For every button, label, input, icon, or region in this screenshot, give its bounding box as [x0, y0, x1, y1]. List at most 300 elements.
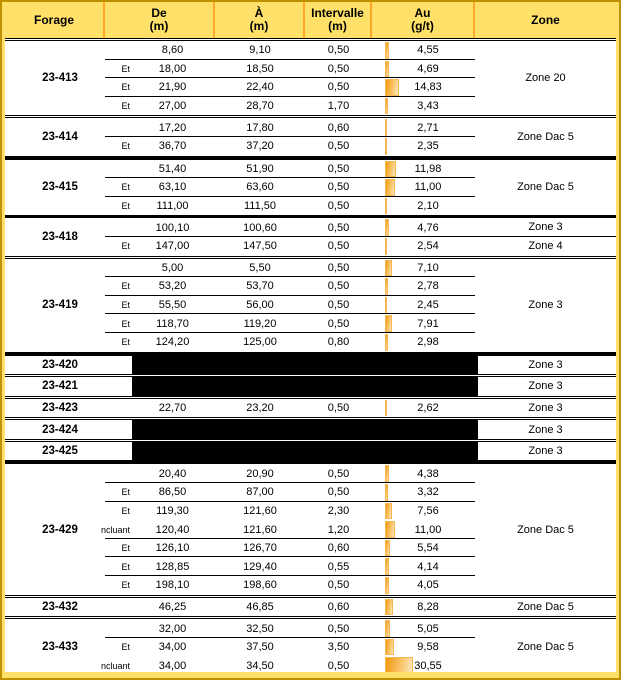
de-value: 51,40	[158, 162, 187, 175]
drill-group	[5, 156, 616, 216]
au-bar	[385, 540, 390, 557]
zone-label: Zone 3	[528, 299, 563, 312]
au-cell	[372, 118, 475, 137]
a-value: 18,50	[246, 62, 274, 75]
a-value: 23,20	[246, 401, 274, 414]
de-value: 118,70	[156, 317, 189, 330]
intervalle-value: 1,70	[327, 100, 350, 113]
intervals-column	[105, 442, 475, 461]
interval-row	[105, 638, 475, 657]
au-value: 4,38	[417, 467, 439, 480]
intervalle-value: 0,50	[327, 579, 350, 592]
redacted-bar	[132, 420, 478, 439]
interval-row	[105, 598, 475, 617]
au-bar	[385, 577, 389, 594]
drill-group	[5, 616, 616, 672]
zone-label: Zone Dac 5	[517, 181, 574, 194]
au-cell	[372, 277, 475, 296]
au-value: 7,10	[417, 261, 439, 274]
intervalle-value: 0,80	[327, 336, 350, 349]
interval-row	[105, 333, 475, 352]
intervalle-value: 0,50	[327, 221, 350, 234]
qualifier-label: Et	[121, 642, 130, 653]
zone-column	[475, 356, 616, 375]
intervals-column	[105, 399, 475, 418]
interval-row	[105, 197, 475, 216]
interval-row	[105, 464, 475, 483]
au-value: 5,54	[417, 542, 439, 555]
a-value: 147,50	[243, 240, 277, 253]
au-cell	[372, 656, 475, 672]
au-bar	[385, 400, 387, 417]
drill-group	[5, 374, 616, 396]
interval-row	[105, 78, 475, 97]
au-cell	[372, 333, 475, 352]
au-bar	[385, 558, 389, 575]
au-cell	[372, 502, 475, 521]
de-value: 46,25	[158, 600, 187, 613]
zone-label: Zone Dac 5	[517, 130, 574, 143]
intervalle-value: 0,50	[327, 44, 350, 57]
header-intervalle-label: Intervalle	[311, 6, 364, 20]
interval-row	[105, 277, 475, 296]
a-value: 121,60	[243, 504, 277, 517]
intervalle-value: 0,50	[327, 261, 350, 274]
a-value: 56,00	[246, 299, 274, 312]
de-value: 147,00	[155, 240, 190, 253]
qualifier-label: Et	[121, 318, 130, 329]
intervals-column	[105, 118, 475, 155]
zone-column	[475, 598, 616, 617]
a-value: 198,60	[243, 579, 277, 592]
zone-label: Zone 4	[528, 240, 563, 253]
interval-row	[105, 576, 475, 595]
qualifier-label: Et	[121, 300, 130, 311]
header-intervalle	[305, 2, 372, 38]
drill-group	[5, 41, 616, 115]
au-bar	[385, 161, 396, 178]
header-forage-label: Forage	[33, 12, 74, 27]
au-value: 2,45	[417, 299, 439, 312]
au-cell	[372, 41, 475, 60]
qualifier-label: ncluant	[100, 660, 130, 671]
a-value: 53,70	[246, 280, 274, 293]
qualifier-label: Et	[121, 337, 130, 348]
au-value: 7,91	[417, 317, 439, 330]
intervals-column	[105, 41, 475, 115]
intervals-column	[105, 160, 475, 216]
zone-column	[475, 420, 616, 439]
au-value: 2,54	[417, 240, 439, 253]
de-value: 32,00	[158, 622, 187, 635]
zone-label: Zone Dac 5	[517, 641, 574, 654]
intervals-column	[105, 420, 475, 439]
au-bar	[385, 599, 393, 616]
header-a	[215, 2, 305, 38]
drill-group	[5, 417, 616, 439]
au-bar	[385, 119, 387, 136]
a-value: 34,50	[246, 659, 274, 672]
a-value: 32,50	[246, 622, 274, 635]
au-value: 2,35	[417, 140, 439, 153]
au-bar	[385, 179, 395, 196]
au-value: 3,32	[417, 486, 439, 499]
qualifier-label: Et	[121, 561, 130, 572]
qualifier-label: Et	[121, 543, 130, 554]
zone-label: Zone Dac 5	[517, 600, 574, 613]
au-bar	[385, 521, 395, 538]
au-value: 2,78	[417, 280, 439, 293]
redacted-row	[105, 420, 475, 439]
de-value: 100,10	[155, 221, 190, 234]
intervalle-value: 0,50	[327, 240, 350, 253]
intervals-column	[105, 218, 475, 255]
interval-row	[105, 97, 475, 116]
au-cell	[372, 598, 475, 617]
qualifier-label: Et	[121, 141, 130, 152]
au-bar	[385, 657, 413, 672]
interval-row	[105, 502, 475, 521]
intervalle-value: 0,55	[327, 560, 350, 573]
au-bar	[385, 639, 394, 656]
au-bar	[385, 334, 388, 351]
au-bar	[385, 465, 389, 482]
redacted-bar	[132, 377, 478, 396]
au-value: 7,56	[417, 504, 439, 517]
forage-id: 23-425	[42, 445, 78, 458]
de-value: 20,40	[158, 467, 187, 480]
drill-group	[5, 256, 616, 352]
redacted-bar	[132, 356, 478, 375]
au-bar	[385, 503, 392, 520]
forage-id: 23-414	[42, 130, 78, 143]
au-value: 30,55	[414, 659, 442, 672]
a-value: 87,00	[246, 486, 274, 499]
interval-row	[105, 237, 475, 256]
forage-id: 23-419	[42, 299, 78, 312]
a-value: 20,90	[246, 467, 274, 480]
header-zone-label: Zone	[531, 12, 560, 27]
interval-row	[105, 41, 475, 60]
de-value: 17,20	[158, 121, 187, 134]
au-value: 5,05	[417, 622, 439, 635]
qualifier-label: Et	[121, 281, 130, 292]
au-cell	[372, 483, 475, 502]
interval-row	[105, 259, 475, 278]
intervalle-value: 0,50	[327, 81, 350, 94]
drill-group	[5, 439, 616, 461]
forage-id: 23-413	[42, 72, 78, 85]
de-value: 124,20	[155, 336, 190, 349]
au-value: 3,43	[417, 100, 439, 113]
au-cell	[372, 237, 475, 256]
forage-id: 23-432	[42, 600, 78, 613]
au-bar	[385, 315, 392, 332]
a-value: 129,40	[243, 560, 277, 573]
header-de-unit: (m)	[149, 19, 169, 33]
au-cell	[372, 638, 475, 657]
a-value: 111,50	[243, 200, 276, 213]
intervalle-value: 0,50	[327, 299, 350, 312]
header-a-unit: (m)	[249, 19, 269, 33]
zone-column	[475, 377, 616, 396]
intervals-column	[105, 356, 475, 375]
au-value: 9,58	[417, 641, 439, 654]
de-value: 21,90	[158, 81, 187, 94]
header-a-label: À	[254, 6, 264, 20]
zone-column	[475, 619, 616, 672]
forage-id: 23-418	[42, 230, 78, 243]
a-value: 17,80	[246, 121, 274, 134]
forage-id: 23-421	[42, 380, 78, 393]
zone-column	[475, 442, 616, 461]
au-cell	[372, 137, 475, 156]
au-value: 11,00	[414, 523, 442, 536]
zone-column	[475, 118, 616, 155]
intervalle-value: 0,60	[327, 542, 350, 555]
zone-column	[475, 399, 616, 418]
de-value: 27,00	[158, 100, 187, 113]
redacted-row	[105, 377, 475, 396]
au-value: 4,05	[417, 579, 439, 592]
au-bar	[385, 79, 399, 96]
au-cell	[372, 539, 475, 558]
forage-id: 23-420	[42, 358, 78, 371]
au-cell	[372, 557, 475, 576]
au-cell	[372, 160, 475, 179]
de-value: 34,00	[158, 659, 187, 672]
au-value: 4,76	[417, 221, 439, 234]
de-value: 63,10	[158, 181, 187, 194]
zone-column	[475, 41, 616, 115]
au-bar	[385, 198, 387, 215]
intervalle-value: 0,50	[327, 140, 350, 153]
au-bar	[385, 484, 388, 501]
intervalle-value: 0,50	[327, 401, 350, 414]
a-value: 5,50	[249, 261, 271, 274]
forage-id: 23-433	[42, 641, 78, 654]
intervalle-value: 0,50	[327, 622, 350, 635]
interval-row	[105, 137, 475, 156]
au-bar	[385, 297, 387, 314]
intervalle-value: 0,50	[327, 659, 350, 672]
au-value: 2,62	[417, 401, 439, 414]
header-au	[372, 2, 475, 38]
drill-group	[5, 115, 616, 155]
a-value: 125,00	[243, 336, 277, 349]
au-value: 4,69	[417, 62, 439, 75]
intervalle-value: 3,50	[327, 641, 350, 654]
drill-group	[5, 215, 616, 255]
intervalle-value: 0,50	[327, 317, 350, 330]
zone-column	[475, 218, 616, 255]
intervalle-value: 0,60	[327, 600, 350, 613]
au-bar	[385, 260, 392, 277]
au-cell	[372, 97, 475, 116]
interval-row	[105, 619, 475, 638]
intervalle-value: 0,50	[327, 162, 350, 175]
au-value: 2,98	[417, 336, 439, 349]
intervalle-value: 1,20	[327, 523, 350, 536]
au-bar	[385, 42, 389, 59]
interval-row	[100, 520, 475, 539]
intervalle-value: 0,50	[327, 181, 350, 194]
zone-label: Zone 3	[528, 445, 563, 458]
interval-row	[105, 160, 475, 179]
au-cell	[372, 197, 475, 216]
de-value: 119,30	[156, 504, 189, 517]
intervalle-value: 0,50	[327, 280, 350, 293]
zone-label: Zone 3	[475, 218, 616, 237]
de-value: 126,10	[155, 542, 190, 555]
qualifier-label: Et	[121, 580, 130, 591]
a-value: 22,40	[246, 81, 274, 94]
au-cell	[372, 218, 475, 237]
au-value: 2,10	[417, 200, 439, 213]
au-value: 14,83	[414, 81, 442, 94]
forage-id: 23-423	[42, 401, 78, 414]
drill-group	[5, 595, 616, 617]
au-cell	[372, 464, 475, 483]
header-zone	[475, 2, 616, 38]
interval-row	[105, 118, 475, 137]
de-value: 34,00	[158, 641, 187, 654]
au-cell	[372, 60, 475, 79]
de-value: 86,50	[158, 486, 187, 499]
intervalle-value: 0,50	[327, 62, 350, 75]
qualifier-label: Et	[121, 505, 130, 516]
zone-column	[475, 160, 616, 216]
a-value: 37,20	[246, 140, 274, 153]
de-value: 8,60	[161, 44, 184, 57]
a-value: 51,90	[246, 162, 274, 175]
de-value: 128,85	[155, 560, 190, 573]
header-intervalle-unit: (m)	[328, 19, 347, 33]
zone-label: Zone Dac 5	[517, 523, 574, 536]
header-forage	[5, 2, 105, 38]
table-header	[5, 2, 616, 38]
forage-id: 23-415	[42, 181, 78, 194]
zone-label: Zone 20	[525, 72, 566, 85]
intervalle-value: 0,50	[327, 486, 350, 499]
a-value: 46,85	[246, 600, 274, 613]
qualifier-label: ncluant	[100, 524, 130, 535]
a-value: 28,70	[246, 100, 274, 113]
intervalle-value: 2,30	[327, 504, 350, 517]
interval-row	[105, 296, 475, 315]
qualifier-label: Et	[121, 82, 130, 93]
forage-id: 23-424	[42, 423, 78, 436]
au-bar	[385, 620, 390, 637]
interval-row	[105, 483, 475, 502]
au-cell	[372, 399, 475, 418]
a-value: 100,60	[243, 221, 277, 234]
intervals-column	[100, 464, 475, 594]
au-bar	[385, 219, 389, 236]
au-bar	[385, 278, 388, 295]
qualifier-label: Et	[121, 101, 130, 112]
intervalle-value: 0,50	[327, 467, 350, 480]
interval-row	[105, 178, 475, 197]
a-value: 121,60	[243, 523, 277, 536]
intervalle-value: 0,60	[327, 121, 350, 134]
header-de-label: De	[151, 6, 167, 20]
redacted-row	[105, 356, 475, 375]
zone-column	[475, 259, 616, 352]
a-value: 126,70	[243, 542, 277, 555]
interval-row	[105, 557, 475, 576]
au-cell	[372, 314, 475, 333]
intervalle-value: 0,50	[327, 200, 350, 213]
au-cell	[372, 78, 475, 97]
de-value: 198,10	[155, 579, 190, 592]
de-value: 5,00	[161, 261, 184, 274]
intervals-column	[105, 259, 475, 352]
au-cell	[372, 178, 475, 197]
au-value: 11,98	[414, 162, 442, 175]
drill-group	[5, 460, 616, 594]
header-au-unit: (g/t)	[411, 19, 434, 33]
de-value: 55,50	[158, 299, 187, 312]
a-value: 9,10	[249, 44, 271, 57]
interval-row	[105, 218, 475, 237]
de-value: 53,20	[158, 280, 187, 293]
au-bar	[385, 61, 389, 78]
zone-label: Zone 3	[528, 380, 563, 393]
a-value: 119,20	[243, 317, 277, 330]
drill-group	[5, 396, 616, 418]
interval-row	[100, 656, 475, 672]
redacted-bar	[132, 442, 478, 461]
au-bar	[385, 138, 387, 155]
au-value: 4,14	[417, 560, 439, 573]
intervals-column	[100, 619, 475, 672]
au-value: 8,28	[417, 600, 439, 613]
a-value: 37,50	[246, 641, 274, 654]
au-value: 2,71	[417, 121, 439, 134]
au-cell	[372, 520, 475, 539]
au-cell	[372, 576, 475, 595]
zone-label: Zone 3	[528, 423, 563, 436]
de-value: 36,70	[158, 140, 187, 153]
qualifier-label: Et	[121, 487, 130, 498]
au-bar	[385, 238, 387, 255]
qualifier-label: Et	[121, 201, 130, 212]
drill-group	[5, 352, 616, 375]
au-value: 11,00	[414, 181, 442, 194]
de-value: 120,40	[155, 523, 190, 536]
forage-id: 23-429	[42, 523, 78, 536]
au-bar	[385, 98, 388, 115]
zone-label: Zone 3	[528, 401, 563, 414]
a-value: 63,60	[246, 181, 274, 194]
interval-row	[105, 399, 475, 418]
qualifier-label: Et	[121, 182, 130, 193]
intervals-column	[105, 377, 475, 396]
au-cell	[372, 619, 475, 638]
au-cell	[372, 259, 475, 278]
interval-row	[105, 314, 475, 333]
intervals-column	[105, 598, 475, 617]
zone-column	[475, 464, 616, 594]
de-value: 111,00	[156, 200, 189, 213]
au-cell	[372, 296, 475, 315]
de-value: 22,70	[158, 401, 187, 414]
zone-label: Zone 3	[528, 358, 563, 371]
interval-row	[105, 60, 475, 79]
header-de	[105, 2, 215, 38]
redacted-row	[105, 442, 475, 461]
